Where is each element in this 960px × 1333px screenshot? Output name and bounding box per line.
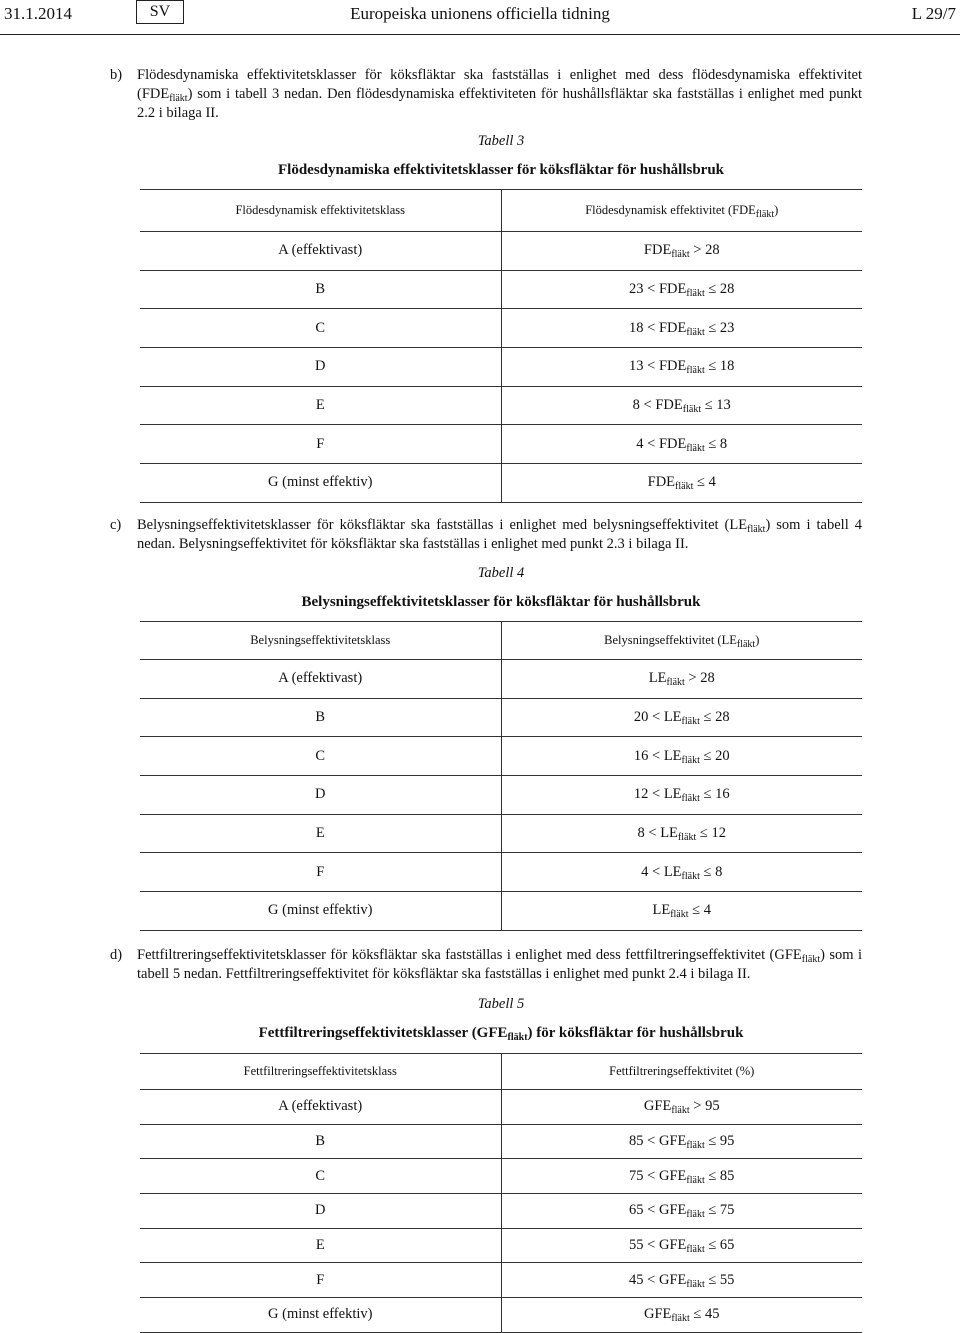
paragraph-c (110, 516, 862, 554)
range-upper: ≤ 65 (704, 1237, 735, 1254)
range-lower: 85 < (629, 1133, 659, 1150)
paragraph-b (110, 66, 862, 123)
range-cell (501, 309, 862, 348)
range-upper: ≤ 4 (688, 902, 711, 919)
range-cell (501, 698, 862, 737)
column-header (501, 190, 862, 232)
range-upper: ≤ 8 (699, 863, 723, 880)
journal-title: Europeiska unionens officiella tidning (350, 4, 610, 23)
table-header-row (140, 1054, 862, 1090)
subscript: fläkt (686, 365, 705, 377)
subscript: fläkt (686, 442, 705, 454)
table-row (140, 737, 862, 776)
class-cell: F (140, 853, 501, 892)
table-row (140, 348, 862, 387)
subscript: fläkt (755, 209, 775, 220)
range-cell (501, 1263, 862, 1298)
range-lower: 75 < (629, 1167, 659, 1184)
paragraph-text (137, 946, 862, 984)
subscript: fläkt (686, 288, 705, 300)
range-upper: ≤ 28 (704, 281, 735, 298)
range-symbol: GFE (658, 1202, 687, 1219)
class-cell: B (140, 270, 501, 309)
range-cell (501, 386, 862, 425)
range-lower: 55 < (629, 1237, 659, 1254)
range-symbol: LE (663, 786, 682, 803)
text-part: Flödesdynamiska effektivitetsklasser för köksfläktar ska fastställas i enlighet med dess flödesdynamiska effektivitet (FDE (137, 67, 862, 102)
range-upper: > 28 (684, 670, 715, 687)
range-symbol: GFE (658, 1167, 687, 1184)
table-row (140, 660, 862, 699)
range-symbol: LE (648, 670, 667, 687)
table-header-row (140, 190, 862, 232)
subscript: fläkt (686, 1244, 705, 1256)
paragraph-label: d) (110, 947, 123, 963)
table-caption: Tabell 3 (477, 133, 525, 149)
range-cell (501, 1124, 862, 1159)
range-symbol: LE (652, 902, 671, 919)
range-upper: ≤ 12 (696, 825, 726, 842)
paragraph-text (137, 66, 862, 123)
table-row (140, 1298, 862, 1333)
range-upper: ≤ 4 (693, 474, 716, 491)
range-symbol: LE (663, 747, 682, 764)
subscript: fläkt (507, 1032, 528, 1043)
range-lower: 8 < (637, 825, 661, 842)
range-symbol: FDE (658, 435, 687, 452)
range-cell (501, 348, 862, 387)
publication-date: 31.1.2014 (4, 4, 72, 23)
text-part: ) som i tabell 4 nedan. Belysningseffektivitet för köksfläktar ska fastställas i enlighet med punkt 2.3 i bilaga II. (137, 517, 862, 552)
range-cell (501, 1298, 862, 1333)
table-row (140, 1228, 862, 1263)
range-cell (501, 270, 862, 309)
subscript: fläkt (681, 754, 700, 766)
page-header (0, 0, 960, 35)
table-row (140, 1194, 862, 1229)
table-body (140, 232, 862, 503)
range-symbol: GFE (658, 1271, 687, 1288)
subscript: fläkt (671, 249, 690, 261)
table-le-classes (140, 621, 862, 931)
range-cell (501, 232, 862, 271)
table-title: Flödesdynamiska effektivitetsklasser för köksfläktar för hushållsbruk (277, 162, 725, 178)
class-cell: B (140, 698, 501, 737)
subscript: fläkt (682, 404, 702, 416)
range-cell (501, 776, 862, 815)
table-row (140, 1159, 862, 1194)
range-upper: ≤ 23 (704, 319, 735, 336)
class-cell: C (140, 1159, 501, 1194)
range-cell (501, 814, 862, 853)
column-header: Flödesdynamisk effektivitetsklass (140, 190, 501, 232)
class-cell: G (minst effektiv) (140, 464, 501, 503)
table-body (140, 660, 862, 931)
subscript: fläkt (666, 677, 685, 689)
range-cell (501, 1159, 862, 1194)
class-cell: G (minst effektiv) (140, 892, 501, 931)
subscript: fläkt (686, 326, 705, 338)
table-row (140, 814, 862, 853)
table-body (140, 1090, 862, 1333)
header-text: ) (755, 633, 760, 647)
class-cell: F (140, 425, 501, 464)
range-lower: 20 < (633, 709, 664, 726)
subscript: fläkt (686, 1278, 705, 1290)
class-cell: D (140, 348, 501, 387)
range-upper: ≤ 13 (701, 397, 731, 414)
title-text: ) för köksfläktar för hushållsbruk (527, 1025, 744, 1041)
table-caption: Tabell 5 (477, 996, 525, 1012)
range-cell (501, 737, 862, 776)
range-symbol: FDE (655, 397, 683, 414)
range-symbol: LE (663, 709, 682, 726)
table-row (140, 1090, 862, 1125)
range-upper: ≤ 8 (704, 435, 728, 452)
table-gfe-classes (140, 1053, 862, 1333)
range-symbol: FDE (658, 281, 687, 298)
range-lower: 45 < (629, 1271, 659, 1288)
table-header-row (140, 622, 862, 660)
class-cell: E (140, 386, 501, 425)
table-row (140, 892, 862, 931)
subscript: fläkt (736, 639, 756, 650)
class-cell: E (140, 814, 501, 853)
header-text: ) (774, 203, 779, 217)
column-header: Fettfiltreringseffektivitetsklass (140, 1054, 501, 1090)
subscript: fläkt (671, 1313, 690, 1325)
range-lower: 4 < (641, 863, 664, 880)
subscript: fläkt (686, 1140, 705, 1152)
range-cell (501, 853, 862, 892)
column-header (501, 622, 862, 660)
subscript: fläkt (681, 870, 700, 882)
table-row (140, 776, 862, 815)
text-part: Fettfiltreringseffektivitetsklasser för köksfläktar ska fastställas i enlighet med dess fettfiltreringseffektivitet (GFE (137, 947, 802, 963)
table-row (140, 698, 862, 737)
range-cell (501, 892, 862, 931)
table-row (140, 464, 862, 503)
table-row (140, 425, 862, 464)
table-title (140, 1025, 862, 1042)
range-upper: ≤ 75 (704, 1202, 735, 1219)
paragraph-label: b) (110, 67, 123, 83)
column-header: Fettfiltreringseffektivitet (%) (501, 1054, 862, 1090)
range-symbol: GFE (644, 1306, 672, 1323)
table-caption: Tabell 4 (477, 565, 525, 581)
range-symbol: FDE (658, 358, 687, 375)
table-fde-classes (140, 189, 862, 503)
table-row (140, 853, 862, 892)
range-cell (501, 464, 862, 503)
table-row (140, 1263, 862, 1298)
class-cell: D (140, 776, 501, 815)
paragraph-label: c) (110, 517, 122, 533)
range-cell (501, 1090, 862, 1125)
range-upper: ≤ 18 (704, 358, 735, 375)
range-upper: > 28 (689, 242, 720, 259)
subscript: fläkt (675, 481, 694, 493)
class-cell: B (140, 1124, 501, 1159)
title-text: Fettfiltreringseffektivitetsklasser (GFE (258, 1025, 508, 1041)
class-cell: E (140, 1228, 501, 1263)
class-cell: C (140, 737, 501, 776)
range-cell (501, 1228, 862, 1263)
subscript: fläkt (747, 524, 766, 535)
table-title: Belysningseffektivitetsklasser för köksfläktar för hushållsbruk (301, 594, 701, 610)
range-symbol: GFE (643, 1098, 672, 1115)
range-lower: 12 < (633, 786, 664, 803)
header-text: Belysningseffektivitet (LE (604, 633, 737, 647)
range-symbol: FDE (647, 474, 676, 491)
subscript: fläkt (681, 793, 700, 805)
table-row (140, 386, 862, 425)
subscript: fläkt (671, 1105, 690, 1117)
range-symbol: FDE (658, 319, 687, 336)
class-cell: C (140, 309, 501, 348)
class-cell: D (140, 1194, 501, 1229)
subscript: fläkt (686, 1209, 705, 1221)
range-lower: 13 < (629, 358, 659, 375)
table-row (140, 309, 862, 348)
class-cell: A (effektivast) (140, 660, 501, 699)
header-text: Flödesdynamisk effektivitet (FDE (585, 203, 756, 217)
range-lower: 8 < (632, 397, 656, 414)
text-part: ) som i tabell 3 nedan. Den flödesdynamiska effektiviteten för hushållsfläktar ska fastställas i enlighet med punkt 2.2 i bilaga II. (137, 86, 862, 121)
class-cell: F (140, 1263, 501, 1298)
subscript: fläkt (169, 93, 188, 104)
range-upper: ≤ 85 (704, 1167, 735, 1184)
range-upper: ≤ 20 (699, 747, 730, 764)
range-upper: ≤ 28 (699, 709, 730, 726)
language-badge: SV (136, 0, 184, 24)
table-row (140, 270, 862, 309)
range-cell (501, 660, 862, 699)
subscript: fläkt (801, 954, 821, 965)
range-cell (501, 425, 862, 464)
range-cell (501, 1194, 862, 1229)
subscript: fläkt (677, 832, 697, 844)
class-cell: G (minst effektiv) (140, 1298, 501, 1333)
page-number: L 29/7 (911, 4, 956, 23)
range-lower: 16 < (633, 747, 664, 764)
range-symbol: LE (660, 825, 678, 842)
subscript: fläkt (681, 716, 700, 728)
class-cell: A (effektivast) (140, 232, 501, 271)
range-symbol: GFE (658, 1237, 687, 1254)
text-part: ) som i tabell 5 nedan. Fettfiltreringseffektivitet för köksfläktar ska fastställas i enlighet med punkt 2.4 i bilaga II. (137, 947, 862, 982)
text-part: Belysningseffektivitetsklasser för köksfläktar ska fastställas i enlighet med belysningseffektivitet (LE (137, 517, 748, 533)
range-symbol: LE (663, 863, 682, 880)
range-symbol: FDE (643, 242, 672, 259)
range-lower: 4 < (636, 435, 659, 452)
table-row (140, 232, 862, 271)
range-upper: ≤ 95 (704, 1133, 735, 1150)
range-lower: 65 < (629, 1202, 659, 1219)
subscript: fläkt (670, 909, 689, 921)
paragraph-text (137, 516, 862, 554)
paragraph-d (110, 946, 862, 984)
table-row (140, 1124, 862, 1159)
class-cell: A (effektivast) (140, 1090, 501, 1125)
range-lower: 23 < (629, 281, 659, 298)
range-upper: ≤ 45 (689, 1306, 720, 1323)
subscript: fläkt (686, 1174, 705, 1186)
range-symbol: GFE (658, 1133, 687, 1150)
range-upper: ≤ 55 (704, 1271, 735, 1288)
column-header: Belysningseffektivitetsklass (140, 622, 501, 660)
range-lower: 18 < (629, 319, 659, 336)
range-upper: ≤ 16 (699, 786, 730, 803)
range-upper: > 95 (689, 1098, 720, 1115)
